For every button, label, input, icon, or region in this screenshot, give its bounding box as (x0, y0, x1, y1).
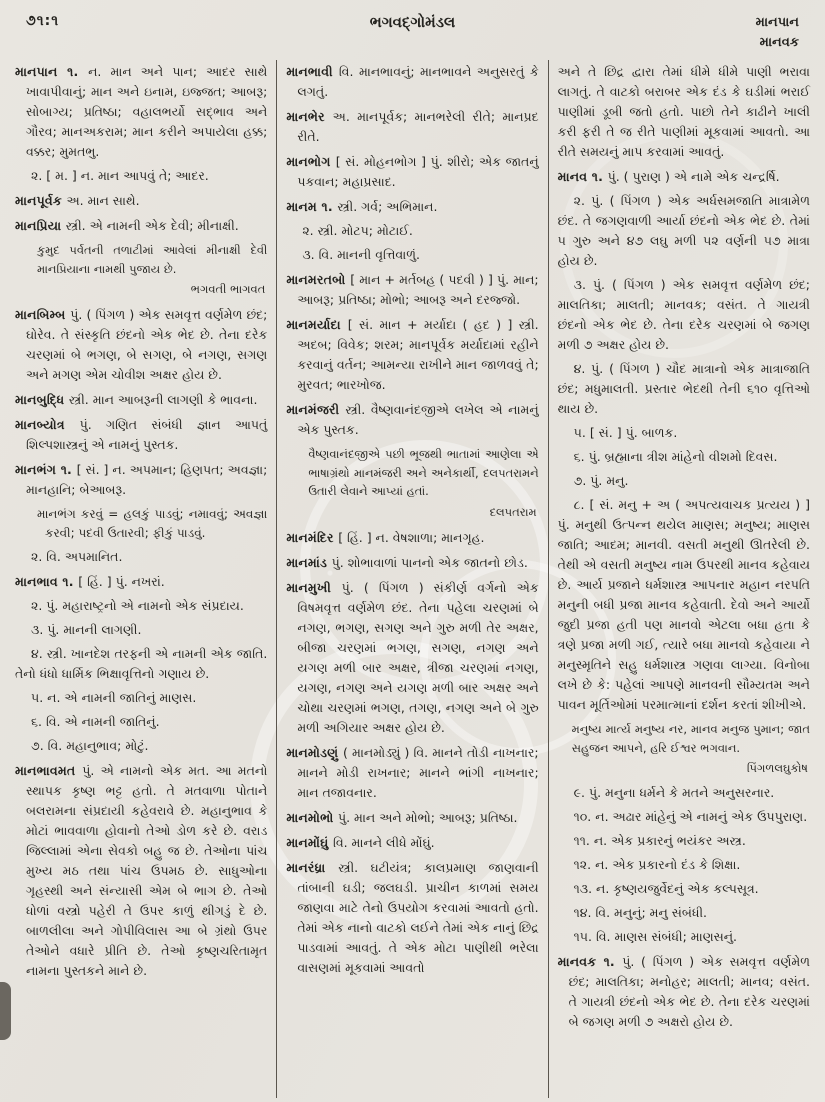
dictionary-entry (286, 315, 538, 395)
entry-text: વૈષ્ણવાનંદજીએ પછી ભૂજથી ભાતામાં આણેલા એ ભાષાગ્રંથો માનમંજરી અને અનેકાર્થી, દલપતરામને ઉતારી લેવાને આપ્યાં હતાં. (308, 447, 539, 498)
entry-text: અ. માન સાથે. (66, 193, 140, 208)
entry-headword: માનભાવ ૧. (15, 574, 79, 589)
entry-sense (286, 221, 538, 241)
entry-text: ૭. પું. મનુ. (573, 473, 629, 488)
entry-headword: માનભાવમત (15, 763, 83, 778)
entry-headword: માનભેર (286, 109, 333, 124)
entry-headword: માનમર્યાદા (286, 317, 348, 332)
entry-headword: માનવક ૧. (557, 954, 623, 969)
entry-headword: માનરંધ્રા (286, 859, 339, 875)
dictionary-entry (286, 270, 538, 310)
entry-headword: માનબિમ્બ (15, 307, 71, 322)
entry-text: ૨. પું. મહારાષ્ટ્રનો એ નામનો એક સંપ્રદાય. (31, 598, 244, 613)
entry-headword: માનમાંડ (286, 554, 332, 570)
column-1 (6, 60, 276, 1098)
entry-text: ૩. પું. માનની લાગણી. (31, 622, 142, 637)
entry-headword: માનપૂર્વક (15, 193, 67, 208)
dictionary-entry (286, 197, 538, 217)
entry-text: સ્ત્રી. ગર્વ; અભિમાન. (337, 199, 438, 214)
citation-text (286, 445, 538, 501)
entry-text: [ સં. મોહનભોગ ] પું. શીરો; એક જાતનું પકવાન; મહાપ્રસાદ. (297, 154, 539, 189)
entry-text: વિ. માનને લીધે મોંઘું. (333, 834, 435, 850)
entry-text: પું. ગણિત સંબંધી જ્ઞાન આપતું શિલ્પશાસ્ત્રનું એ નામનું પુસ્તક. (26, 417, 268, 452)
entry-text: પું. એ નામનો એક મત. આ મતનો સ્થાપક કૃષ્ણ ભટ્ટ હતો. તે મતવાળા પોતાને બલરામના સંપ્રદાયી કહેવરાવે છે. મહાનુભાવ કે મોટાં ભાવવાળા હોવાનો તેઓ ડોળ કરે છે. વરાડ જિલ્લામાં એના સેવકો બહુ જ છે. તેઓના પાંચ મુખ્ય મઠ તથા પાંચ ઉપમઠ છે. સાધુઓના ગૃહસ્થી અને સંન્યાસી એમ બે ભાગ છે. તેઓ ધોળાં વસ્ત્રો પહેરી તે ઉપર કાળું થીગડું દે છે. બાળલીલા અને ગોપીવિલાસ આ બે ગ્રંથો ઉપર તેઓને વધારે પ્રીતિ છે. તેઓ કૃષ્ણચરિતામૃત નામના પુસ્તકને માને છે. (26, 763, 268, 978)
entry-text: ભગવતી ભાગવત (190, 282, 266, 296)
dictionary-entry (286, 528, 538, 548)
entry-headword: માનમંદિર (286, 529, 339, 545)
entry-headword: માનમોંઘું (286, 834, 333, 850)
entry-text: ૧૧. ન. એક પ્રકારનું ભયંકર અસ્ત્ર. (573, 833, 746, 848)
entry-headword: માનમોડણું (286, 744, 343, 760)
entry-text: ૨. [ મ. ] ન. માન આપવું તે; આદર. (31, 168, 209, 183)
dictionary-entry (286, 62, 538, 102)
entry-text: પું. શોભાવાળાં પાનનો એક જાતનો છોડ. (331, 554, 528, 570)
dictionary-entry (286, 152, 538, 192)
entry-headword: માનપાન ૧. (15, 64, 89, 79)
column-3 (549, 60, 819, 1098)
guide-word-bottom: માનવક (759, 35, 799, 50)
dictionary-entry (15, 415, 267, 455)
entry-sense (558, 359, 810, 419)
entry-text: [ સં. ] ન. અપમાન; હિણપત; અવજ્ઞા; માનહાનિ; બેઆબરૂ. (26, 462, 268, 497)
dictionary-entry (286, 400, 538, 440)
entry-sense (558, 423, 810, 443)
entry-sense (558, 807, 810, 827)
entry-sense (558, 447, 810, 467)
entry-text: ૪. પું. ( પિંગળ ) ચૌદ માત્રાનો એક માત્રાજાતિ છંદ; મધુમાલતી. પ્રસ્તાર ભેદથી તેની ૬૧૦ વૃત્તિઓ થાય છે. (557, 361, 810, 416)
entry-text: [ માન + મર્તબહ ( પદવી ) ] પું. માન; આબરૂ; પ્રતિષ્ઠા; મોભો; આબરૂ અને દરજ્જો. (297, 272, 539, 307)
entry-text: ૬. વિ. એ નામની જાતિનું. (31, 714, 160, 729)
entry-text: માનભંગ કરવું = હલકું પાડવું; નમાવવું; અવજ્ઞા કરવી; પદવી ઉતારવી; ફીકું પાડવું. (37, 507, 268, 540)
dictionary-entry (15, 191, 267, 211)
citation-text (558, 720, 810, 757)
entry-headword: માનમ ૧. (286, 199, 338, 214)
entry-text: ૯. પું. મનુના ધર્મને કે મતને અનુસરનાર. (573, 785, 775, 800)
entry-text: ૨. સ્ત્રી. મોટપ; મોટાઈ. (302, 223, 413, 238)
entry-text: સ્ત્રી. વૈષ્ણવાનંદજીએ લખેલ એ નામનું એક પુસ્તક. (297, 402, 539, 437)
entry-text: કુમુદ પર્વતની તળાટીમાં આવેલાં મીનાક્ષી દેવી માનપ્રિયાના નામથી પુજાય છે. (37, 243, 268, 276)
entry-sense (558, 831, 810, 851)
dictionary-entry (15, 390, 267, 410)
entry-headword: માનમરતબો (286, 272, 351, 287)
entry-text: અ. માનપૂર્વક; માનભરેલી રીતે; માનપ્રદ રીતે. (297, 109, 539, 144)
entry-headword: માનમોભો (286, 809, 338, 825)
entry-headword: માનભોગ (286, 154, 336, 169)
dictionary-entry (286, 553, 538, 573)
entry-text: સ્ત્રી. માન આબરૂની લાગણી કે ભાવના. (68, 392, 258, 407)
entry-sense (558, 471, 810, 491)
entry-headword: માનબુદ્ધિ (15, 392, 69, 407)
dictionary-entry (286, 578, 538, 738)
page-header (0, 0, 825, 53)
book-title: ભગવદ્ગોમંડલ (369, 13, 456, 31)
guide-word-top: માનપાન (755, 15, 799, 30)
entry-text: ૫. [ સં. ] પું. બાળક. (573, 425, 678, 440)
entry-text: પું. ( પુરાણ ) એ નામે એક ચન્દ્રર્ષિ. (607, 169, 780, 184)
citation-source (558, 758, 808, 778)
entry-headword: માનપ્રિયા (15, 218, 66, 233)
citation-source (286, 502, 536, 522)
entry-text: ૮. [ સં. મનુ + અ ( અપત્યવાચક પ્રત્યય ) ] પું. મનુથી ઉત્પન્ન થયેલ માણસ; મનુષ્ય; માણસ જાતિ; આદમ; માનવી. વસતી મનુથી ઊતરેલી છે. તેથી એ વસતી મનુષ્ય નામ ઉપરથી માનવ કહેવાય છે. આર્ય પ્રજાને ધર્મશાસ્ત્ર આપનાર મહાન નરપતિ મનુની બધી પ્રજા માનવ કહેવાતી. દેવો અને આર્યો જુદી પ્રજા હતી પણ માનવો એટલા બધા હતા કે ત્રણે પ્રજા મળી ગઈ, ત્યારે બધા માનવો કહેવાયા ને મનુસ્મૃતિને સહુ ધર્મશાસ્ત્ર ગણવા લાગ્યા. વિનોબા લખે છે કે: પહેલાં આપણે માનવની સૌમ્યતમ અને પાવન મૂર્તિઓમાં પરમાત્માનાં દર્શન કરતાં શીખીએ. (557, 497, 810, 712)
entry-headword: માનબ્યોત્ર (15, 417, 80, 432)
dictionary-entry (15, 572, 267, 592)
entry-text: સ્ત્રી. એ નામની એક દેવી; મીનાક્ષી. (65, 218, 239, 233)
entry-text: પું. ( પિંગળ ) એક સમવૃત્ત વર્ણમેળ છંદ; ઘોરેવ. તે સંસ્કૃતિ છંદનો એક ભેદ છે. તેના દરેક ચરણમાં બે ભગણ, બે સગણ, બે નગણ, સગણ અને મગણ એમ ચોવીશ અક્ષર હોય છે. (26, 307, 268, 382)
entry-headword: માનમંજરી (286, 402, 346, 417)
entry-sense (558, 927, 810, 947)
dictionary-entry (15, 62, 267, 162)
entry-text: ૪. સ્ત્રી. ખાનદેશ તરફની એ નામની એક જાતિ. તેનો ધંધો ધાર્મિક ભિક્ષાવૃત્તિનો ગણાય છે. (15, 646, 268, 681)
entry-sense (558, 903, 810, 923)
entry-text: પું. ( પિંગળ ) સંકીર્ણ વર્ગનો એક વિષમવૃત્ત વર્ણમેળ છંદ. તેના પહેલા ચરણમાં બે નગણ, ભગણ, સગણ અને ગુરુ મળી તેર અક્ષર, બીજા ચરણમાં ભગણ, સગણ, નગણ અને યગણ મળી બાર અક્ષર, ત્રીજા ચરણમાં નગણ, યગણ, નગણ અને યગણ મળી બાર અક્ષર અને ચોથા ચરણમાં ભગણ, તગણ, નગણ અને બે ગુરુ મળી અગિયાર અક્ષર હોય છે. (297, 579, 539, 735)
entry-text: પિંગળલઘુકોષ (746, 761, 808, 775)
entry-text: દલપતરામ (489, 504, 537, 519)
entry-sense (15, 596, 267, 616)
entry-text: ૫. ન. એ નામની જાતિનું માણસ. (31, 690, 197, 705)
dictionary-entry (15, 305, 267, 385)
dictionary-entry (286, 858, 538, 978)
entry-sense (15, 736, 267, 756)
entry-sense (15, 620, 267, 640)
citation-text (15, 241, 267, 278)
entry-text: સ્ત્રી. ઘટીયંત્ર; કાલપ્રમાણ જાણવાની તાંબાની ઘડી; જલઘડી. પ્રાચીન કાળમાં સમય જાણવા માટે તેનો ઉપયોગ કરવામાં આવતો હતો. તેમાં એક નાનો વાટકો લઈને તેમાં એક નાનું છિદ્ર પાડવામાં આવતું. તે એક મોટા પાણીથી ભરેલા વાસણમાં મૂકવામાં આવતો (297, 859, 539, 975)
entry-sense (558, 191, 810, 271)
entry-sense (558, 855, 810, 875)
text-columns (6, 60, 819, 1098)
entry-text: ૭. વિ. મહાનુભાવ; મોટું. (31, 738, 149, 753)
entry-text: [ હિં. ] ન. વેષશાળા; માનગૃહ. (338, 529, 485, 545)
dictionary-entry (286, 808, 538, 828)
dictionary-entry (286, 107, 538, 147)
entry-text: ૩. વિ. માનની વૃત્તિવાળું. (302, 247, 420, 262)
entry-text: [ સં. માન + મર્યાદા ( હદ ) ] સ્ત્રી. અદબ; વિવેક; શરમ; માનપૂર્વક મર્યાદામાં રહીને કરવાનું વર્તન; આમન્યા રાખીને માન જાળવવું તે; મુરવત; ભારખોજ. (297, 317, 539, 392)
entry-sense (286, 245, 538, 265)
entry-sense (15, 166, 267, 186)
dictionary-entry (286, 833, 538, 853)
entry-sense (558, 783, 810, 803)
entry-text: પું. ( પિંગળ ) એક સમવૃત્ત વર્ણમેળ છંદ; માલતિકા; મનોહર; માલતી; માનવ; વસંત. તે ગાયત્રી છંદનો એક ભેદ છે. તેના દરેક ચરણમાં બે જગણ મળી ૭ અક્ષરો હોય છે. (568, 954, 810, 1029)
dictionary-entry (286, 743, 538, 803)
entry-text: ૧૨. ન. એક પ્રકારનો દંડ કે શિક્ષા. (573, 857, 741, 872)
citation-source (15, 279, 265, 299)
entry-text: અને તે છિદ્ર દ્વારા તેમાં ધીમે ધીમે પાણી ભરાવા લાગતું. તે વાટકો બરાબર એક દંડ કે ઘડીમાં ભરાઈ પાણીમાં ડૂબી જતો હતો. પાછો તેને કાઢીને ખાલી કરી ફરી તે જ રીતે પાણીમાં મૂકવામાં આવતો. આ રીતે સમયનું માપ કરવામાં આવતું. (557, 64, 810, 159)
entry-text: ન. માન અને પાન; આદર સાથે ખાવાપીવાનું; માન અને ઇનામ, ઇજ્જત; આબરૂ; સોબાગ્ય; પ્રતિષ્ઠા; વહાલભર્યો સદ્ભાવ અને ગૌરવ; માનઅકરામ; માન કરીને અપાયેલા હક્ક; વક્કર; મુમતભુ. (26, 64, 268, 159)
entry-sense (558, 495, 810, 715)
entry-text: વિ. માનભાવનું; માનભાવને અનુસરતું કે લગતું. (297, 64, 539, 99)
entry-sense (558, 879, 810, 899)
entry-sense (15, 547, 267, 567)
entry-sense (558, 275, 810, 355)
entry-sense (15, 644, 267, 684)
page-number: ૭૧:૧ (26, 13, 60, 29)
entry-text: ૬. પું. બ્રહ્માના ત્રીશ માંહેનો વીશમો દિવસ. (573, 449, 778, 464)
entry-text: [ હિં. ] પું. નખરાં. (78, 574, 165, 589)
entry-sense (558, 62, 810, 162)
entry-headword: માનભાવી (286, 64, 339, 79)
entry-text: ૨. વિ. અપમાનિત. (31, 549, 123, 564)
entry-text: ૧૦. ન. અઢાર માંહેનું એ નામનું એક ઉપપુરાણ. (573, 809, 808, 824)
entry-text: પું. માન અને મોભો; આબરૂ; પ્રતિષ્ઠા. (337, 809, 518, 825)
dictionary-entry (15, 460, 267, 500)
dictionary-entry (15, 216, 267, 236)
entry-headword: માનભંગ ૧. (15, 462, 77, 477)
entry-headword: માનવ ૧. (557, 169, 608, 184)
entry-text: ૧૫. વિ. માણસ સંબંધી; માણસનું. (573, 929, 738, 944)
entry-text: ૨. પું. ( પિંગળ ) એક અર્ધસમજાતિ માત્રામેળ છંદ. તે જગણવાળી આર્યા છંદનો એક ભેદ છે. તેમાં ૫ ગુરુ અને ૪૭ લઘુ મળી ૫૨ વર્ણની ૫૭ માત્રા હોય છે. (557, 193, 810, 268)
dictionary-entry (558, 952, 810, 1032)
dictionary-entry (558, 167, 810, 187)
entry-sense (15, 688, 267, 708)
entry-headword: માનમુખી (286, 579, 342, 595)
dictionary-entry (15, 761, 267, 981)
entry-text: ( માનમોડ્યું ) વિ. માનને તોડી નાખનાર; માનને મોડી રાખનાર; માનને ભાંગી નાખનાર; માન તજાવનાર. (297, 744, 539, 800)
entry-text: ૧૩. ન. કૃષ્ણયજુર્વેદનું એક કલ્પસૂત્ર. (573, 881, 759, 896)
guide-words (679, 13, 799, 53)
entry-text: ૧૪. વિ. મનુનું; મનુ સંબંધી. (573, 905, 707, 920)
entry-text: મનુષ્ય માર્ત્ય મનુષ્ય નર, માનવ મનુજ પુમાન; જાત સહુજન આપને, હરિ ઈશ્વર ભગવાન. (571, 722, 810, 755)
entry-sense (15, 712, 267, 732)
column-2 (277, 60, 547, 1098)
entry-sense (15, 505, 267, 543)
entry-text: ૩. પું. ( પિંગળ ) એક સમવૃત્ત વર્ણમેળ છંદ; માલતિકા; માલતી; માનવક; વસંત. તે ગાયત્રી છંદનો એક ભેદ છે. તેના દરેક ચરણમાં બે જગણ મળી ૭ અક્ષર હોય છે. (557, 277, 810, 352)
